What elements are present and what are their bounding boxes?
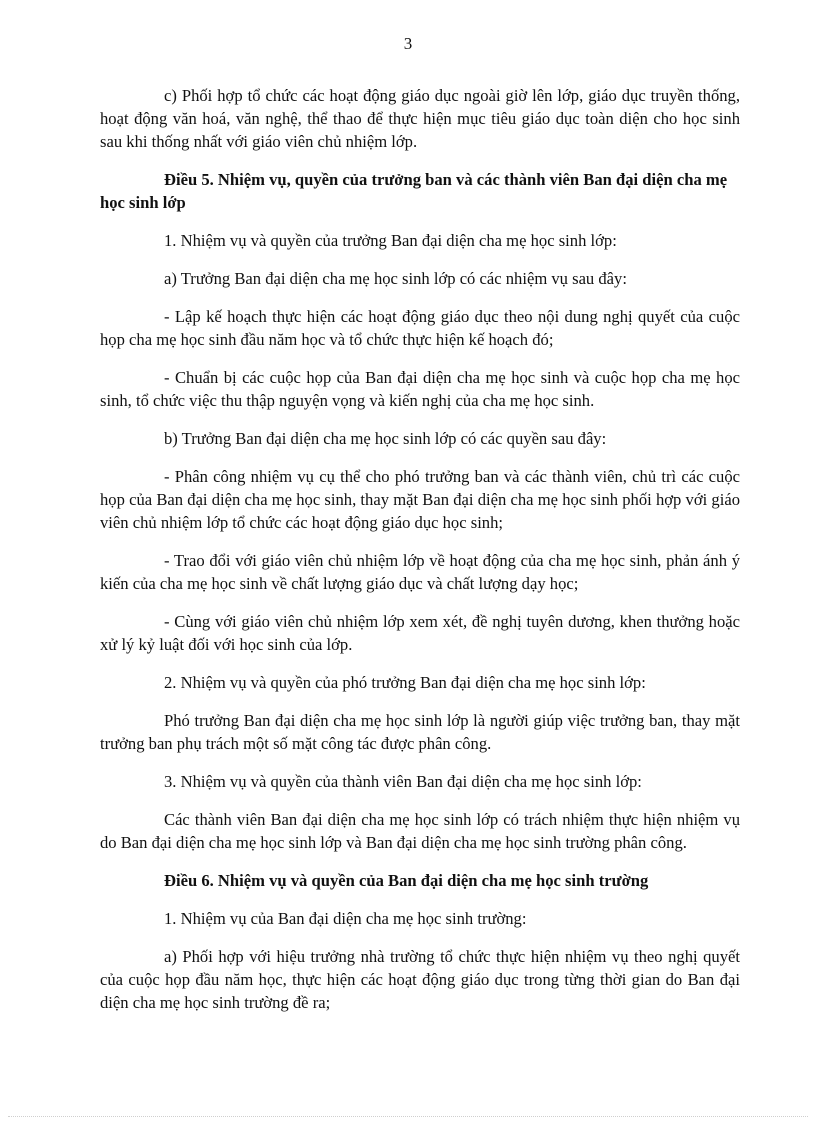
paragraph-5-1b-item-3: - Cùng với giáo viên chủ nhiệm lớp xem xét, đề nghị tuyên dương, khen thưởng hoặc xử lý kỷ luật đối với học sinh của lớp.: [100, 612, 740, 654]
paragraph-5-1: 1. Nhiệm vụ và quyền của trưởng Ban đại diện cha mẹ học sinh lớp:: [164, 231, 617, 250]
paragraph-5-3: 3. Nhiệm vụ và quyền của thành viên Ban đại diện cha mẹ học sinh lớp:: [164, 772, 642, 791]
paragraph-5-1a-item-2: - Chuẩn bị các cuộc họp của Ban đại diện cha mẹ học sinh và cuộc họp cha mẹ học sinh, tổ chức việc thu thập nguyện vọng và kiến nghị của cha mẹ học sinh.: [100, 368, 740, 410]
paragraph-5c: c) Phối hợp tổ chức các hoạt động giáo dục ngoài giờ lên lớp, giáo dục truyền thống, hoạt động văn hoá, văn nghệ, thể thao để thực hiện mục tiêu giáo dục toàn diện cho học sinh sau khi thống nhất với giáo viên chủ nhiệm lớp.: [100, 86, 740, 151]
paragraph-5-2-body: Phó trưởng Ban đại diện cha mẹ học sinh lớp là người giúp việc trưởng ban, thay mặt trưởng ban phụ trách một số mặt công tác được phân công.: [100, 711, 740, 753]
page-number: 3: [403, 34, 413, 53]
paragraph-5-1a-item-1: - Lập kế hoạch thực hiện các hoạt động giáo dục theo nội dung nghị quyết của cuộc họp cha mẹ học sinh đầu năm học và tổ chức thực hiện kế hoạch đó;: [100, 307, 740, 349]
article-5-heading: Điều 5. Nhiệm vụ, quyền của trưởng ban và các thành viên Ban đại diện cha mẹ học sinh lớp: [100, 170, 728, 212]
paragraph-5-2: 2. Nhiệm vụ và quyền của phó trưởng Ban đại diện cha mẹ học sinh lớp:: [164, 673, 646, 692]
paragraph-5-1b-item-1: - Phân công nhiệm vụ cụ thể cho phó trưởng ban và các thành viên, chủ trì các cuộc họp của Ban đại diện cha mẹ học sinh, thay mặt Ban đại diện cha mẹ học sinh phối hợp với giáo viên chủ nhiệm lớp tổ chức các hoạt động giáo dục học sinh;: [100, 467, 740, 532]
article-6-heading: Điều 6. Nhiệm vụ và quyền của Ban đại diện cha mẹ học sinh trường: [164, 871, 649, 890]
paragraph-5-1a: a) Trưởng Ban đại diện cha mẹ học sinh lớp có các nhiệm vụ sau đây:: [164, 269, 627, 288]
paragraph-5-1b-item-2: - Trao đổi với giáo viên chủ nhiệm lớp về hoạt động của cha mẹ học sinh, phản ánh ý kiến của cha mẹ học sinh về chất lượng giáo dục và chất lượng dạy học;: [100, 551, 740, 593]
paragraph-6-1: 1. Nhiệm vụ của Ban đại diện cha mẹ học sinh trường:: [164, 909, 527, 928]
paragraph-5-1b: b) Trưởng Ban đại diện cha mẹ học sinh lớp có các quyền sau đây:: [164, 429, 607, 448]
document-body: [100, 84, 740, 1029]
paragraph-6-1a: a) Phối hợp với hiệu trưởng nhà trường tổ chức thực hiện nhiệm vụ theo nghị quyết của cuộc họp đầu năm học, thực hiện các hoạt động giáo dục trong từng thời gian do Ban đại diện cha mẹ học sinh trường đề ra;: [100, 947, 740, 1012]
page-bottom-divider: [8, 1116, 808, 1117]
paragraph-5-3-body: Các thành viên Ban đại diện cha mẹ học sinh lớp có trách nhiệm thực hiện nhiệm vụ do Ban đại diện cha mẹ học sinh lớp và Ban đại diện cha mẹ học sinh trường phân công.: [100, 810, 740, 852]
